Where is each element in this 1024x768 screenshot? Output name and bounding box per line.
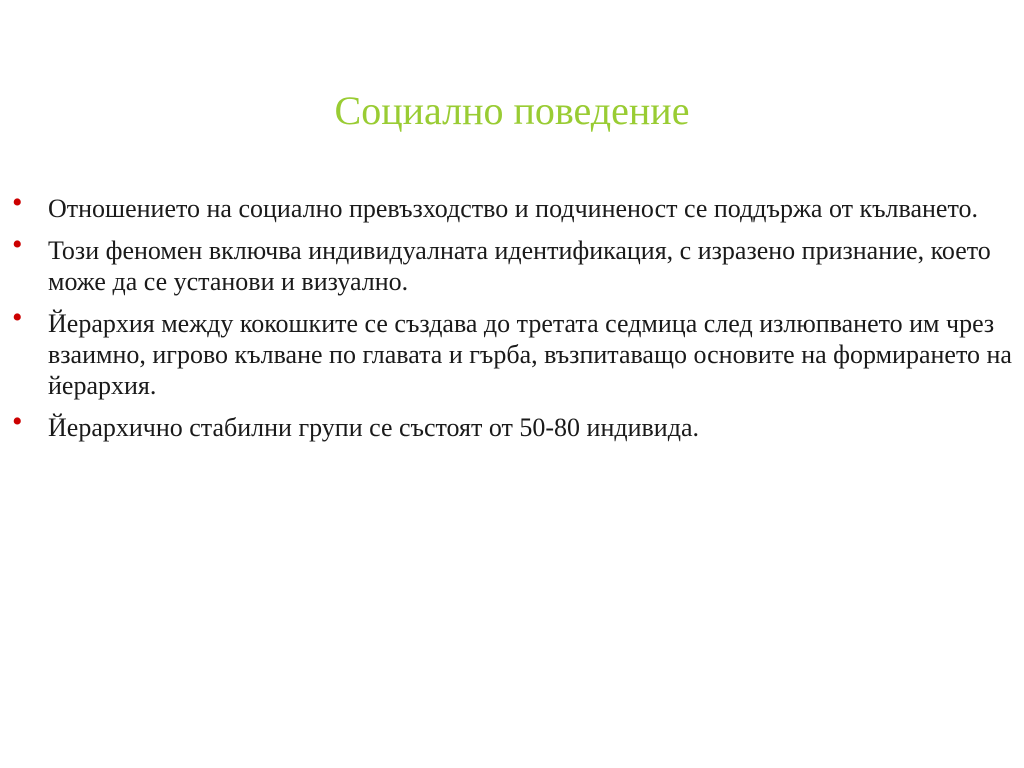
bullet-list bbox=[12, 186, 1017, 454]
bullet-item bbox=[12, 228, 1017, 297]
bullet-dot-icon: • bbox=[12, 228, 23, 261]
bullet-dot-icon: • bbox=[12, 301, 23, 334]
bullet-text: Йерархия между кокошките се създава до третата седмица след излюпването им чрез взаимно, игрово кълване по главата и гърба, възпитаващо основите на формирането на йерархия. bbox=[48, 309, 1012, 400]
bullet-dot-icon: • bbox=[12, 186, 23, 219]
slide-title: Социално поведение bbox=[334, 88, 690, 133]
bullet-item bbox=[12, 186, 1017, 224]
bullet-dot-icon: • bbox=[12, 405, 23, 438]
bullet-text: Йерархично стабилни групи се състоят от 50-80 индивида. bbox=[48, 413, 699, 442]
bullet-text: Отношението на социално превъзходство и подчиненост се поддържа от кълването. bbox=[48, 194, 978, 223]
bullet-item bbox=[12, 405, 1017, 443]
bullet-text: Този феномен включва индивидуалната идентификация, с изразено признание, което може да се установи и визуално. bbox=[48, 236, 991, 296]
bullet-item bbox=[12, 301, 1017, 401]
